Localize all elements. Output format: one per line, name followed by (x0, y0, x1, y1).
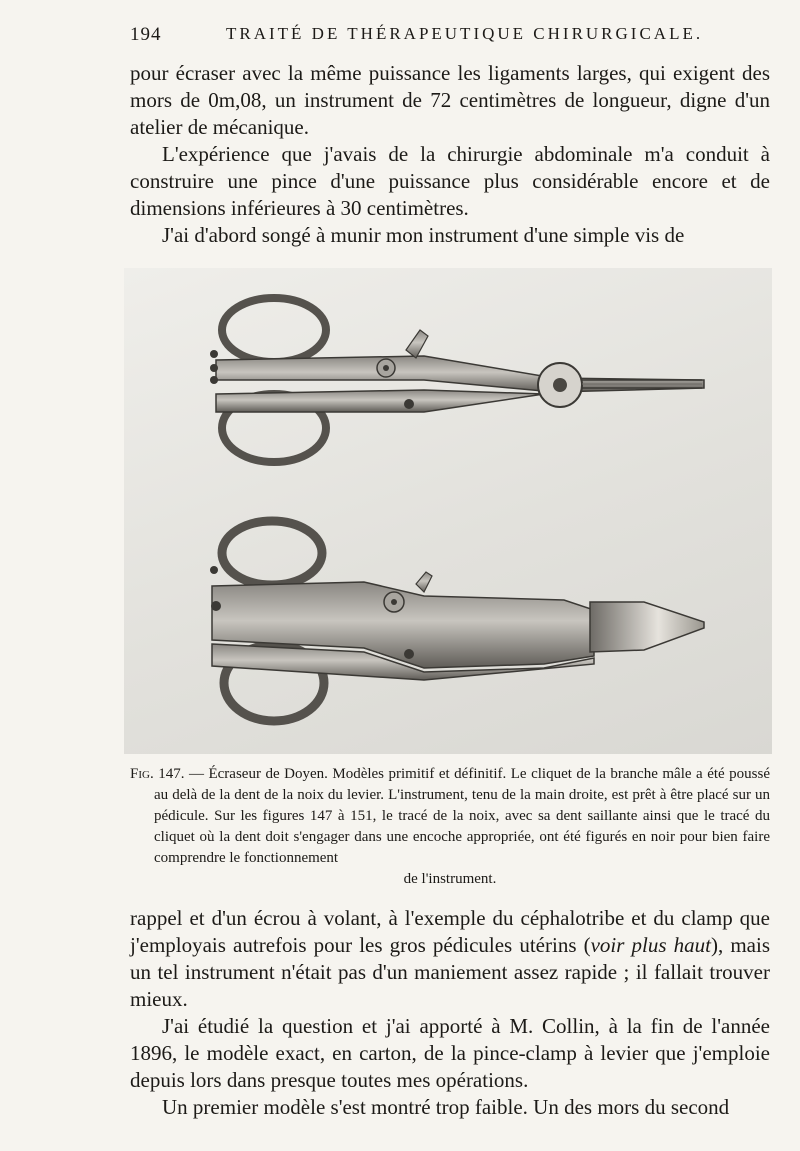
paragraph-3: J'ai d'abord songé à munir mon instrument d'une simple vis de (162, 223, 685, 247)
paragraph-4-end: ), mais un tel instrument n'était pas d'un maniement assez rapide ; il fallait trouver mieux. (130, 933, 771, 1011)
paragraph-4-italic: voir plus haut (590, 933, 711, 957)
body-text-top (130, 60, 770, 249)
primitive-model-instrument (210, 298, 704, 462)
figure-photograph (124, 268, 772, 754)
definitive-model-instrument (210, 521, 704, 721)
paragraph-1: pour écraser avec la même puissance les ligaments larges, qui exigent des mors de 0m,08, un instrument de 72 centimètres de longueur, digne d'un atelier de mécanique. (130, 61, 770, 139)
running-title: TRAITÉ DE THÉRAPEUTIQUE CHIRURGICALE. (226, 24, 704, 43)
paragraph-4 (130, 905, 770, 1013)
page-header (130, 22, 770, 48)
paragraph-6: Un premier modèle s'est montré trop faible. Un des mors du second (162, 1095, 730, 1119)
caption-end: de l'instrument. (403, 871, 497, 887)
page-number: 194 (130, 24, 162, 45)
paragraph-4-start: rappel et d'un écrou à volant, à l'exemple du céphalotribe et du clamp que j'employais autrefois pour les gros pédicules utérins ( (130, 906, 770, 957)
body-text-bottom (130, 905, 770, 1121)
paragraph-5: J'ai étudié la question et j'ai apporté à M. Collin, à la fin de l'année 1896, le modèle exact, en carton, de la pince-clamp à levier que j'emploie depuis lors dans presque toutes mes opérations. (130, 1014, 770, 1092)
caption-body: — Écraseur de Doyen. Modèles primitif et définitif. Le cliquet de la branche mâle a été poussé au delà de la dent de la noix du levier. L'instrument, tenu de la main droite, est prêt à être placé sur un pédicule. Sur les figures 147 à 151, le tracé de la noix, avec sa dent saillante ainsi que le tracé du cliquet où la dent doit s'engager dans une encoche appropriée, ont été figurés en noir pour bien faire comprendre le fonctionnement (154, 766, 771, 866)
caption-label: Fig. 147. (130, 766, 185, 782)
ecraseur-illustration (124, 268, 772, 754)
figure-caption (130, 764, 770, 890)
caption-paragraph (130, 764, 770, 869)
paragraph-2: L'expérience que j'avais de la chirurgie abdominale m'a conduit à construire une pince d'une puissance plus considérable encore et de dimensions inférieures à 30 centimètres. (130, 142, 770, 220)
